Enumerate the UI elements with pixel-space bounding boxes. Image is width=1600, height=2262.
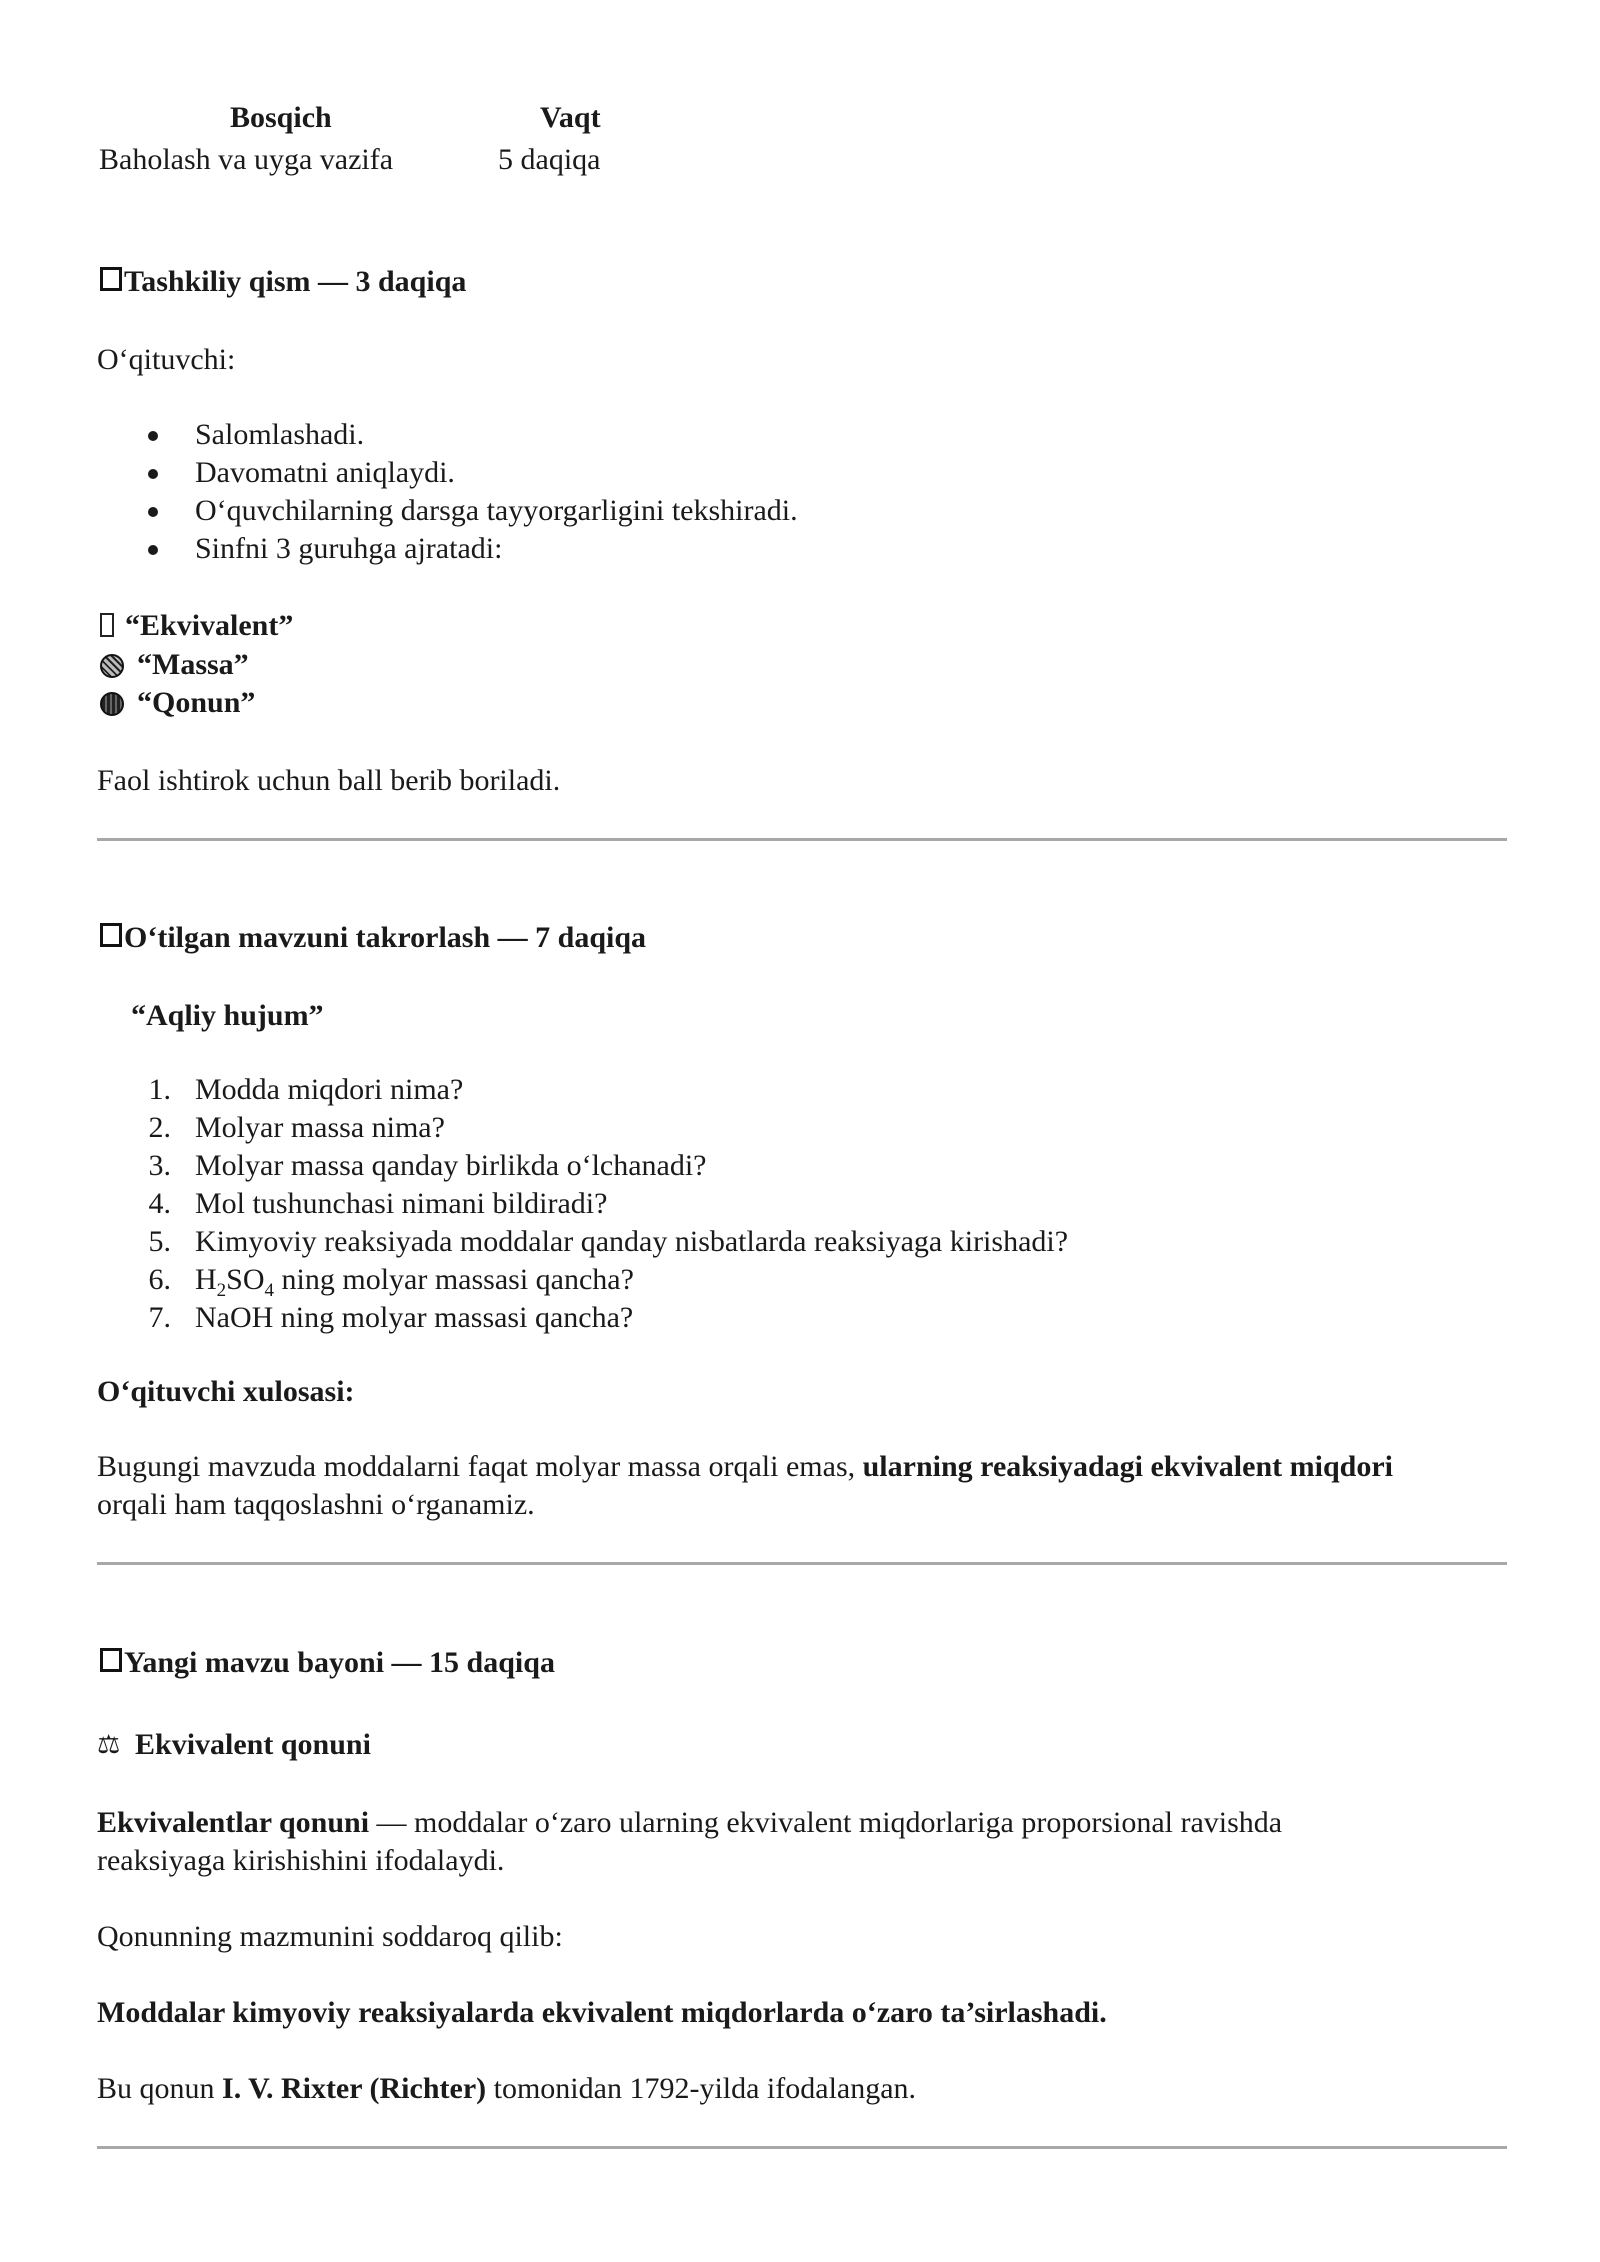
bullet-icon [148, 507, 158, 517]
teacher-label: O‘qituvchi: [97, 343, 236, 376]
table-header-vaqt: Vaqt [540, 101, 601, 134]
scales-icon: ⚖ [97, 1730, 121, 1760]
question-item: Mol tushunchasi nimani bildiradi? [195, 1187, 608, 1220]
dark-circle-icon [100, 692, 124, 716]
divider [97, 838, 1507, 841]
list-item: Sinfni 3 guruhga ajratadi: [195, 532, 503, 565]
bullet-icon [148, 431, 158, 441]
divider [97, 2146, 1507, 2149]
method-title: “Aqliy hujum” [131, 999, 324, 1032]
list-item: Salomlashadi. [195, 418, 365, 451]
participation-note: Faol ishtirok uchun ball berib boriladi. [97, 764, 561, 797]
table-cell-time: 5 daqiqa [498, 143, 601, 176]
conclusion-text: Bugungi mavzuda moddalarni faqat molyar massa orqali emas, ularning reaksiyadagi ekvivalent miqdori [97, 1450, 1393, 1483]
formula-h2so4: $H_2SO_4$ [195, 1263, 275, 1301]
law-statement: Moddalar kimyoviy reaksiyalarda ekvivalent miqdorlarda o‘zaro ta’sirlashadi. [97, 1996, 1107, 2029]
keycap-3-icon [100, 1648, 122, 1672]
bullet-icon [148, 545, 158, 555]
question-item: Kimyoviy reaksiyada moddalar qanday nisbatlarda reaksiyaga kirishadi? [195, 1225, 1069, 1258]
keycap-2-icon [100, 923, 122, 947]
bullet-icon [148, 469, 158, 479]
simple-label: Qonunning mazmunini soddaroq qilib: [97, 1920, 563, 1953]
list-number: 3. [148, 1149, 171, 1182]
divider [97, 1562, 1507, 1565]
question-item: Molyar massa nima? [195, 1111, 445, 1144]
conclusion-label: O‘qituvchi xulosasi: [97, 1375, 355, 1408]
question-item: Modda miqdori nima? [195, 1073, 464, 1106]
section1-title: Tashkiliy qism — 3 daqiqa [124, 265, 467, 298]
hatched-circle-icon [100, 654, 124, 678]
law-definition: Ekvivalentlar qonuni — moddalar o‘zaro ularning ekvivalent miqdorlariga proporsional ravishda [97, 1806, 1283, 1839]
law-author: Bu qonun I. V. Rixter (Richter) tomonidan 1792-yilda ifodalangan. [97, 2072, 917, 2105]
law-definition-line2: reaksiyaga kirishishini ifodalaydi. [97, 1844, 505, 1877]
list-number: 6. [148, 1263, 171, 1296]
question-item: NaOH ning molyar massasi qancha? [195, 1301, 634, 1334]
list-number: 7. [148, 1301, 171, 1334]
list-item: O‘quvchilarning darsga tayyorgarligini tekshiradi. [195, 494, 798, 527]
conclusion-text-line2: orqali ham taqqoslashni o‘rganamiz. [97, 1488, 535, 1521]
section3-title: Yangi mavzu bayoni — 15 daqiqa [124, 1646, 555, 1679]
list-number: 5. [148, 1225, 171, 1258]
table-header-bosqich: Bosqich [230, 101, 332, 134]
list-number: 2. [148, 1111, 171, 1144]
table-cell-stage: Baholash va uyga vazifa [99, 143, 394, 176]
group-massa: “Massa” [137, 648, 249, 681]
question-item: $H_2SO_4$ ning molyar massasi qancha? [195, 1263, 634, 1301]
question-item: Molyar massa qanday birlikda o‘lchanadi? [195, 1149, 707, 1182]
group-ekvivalent: “Ekvivalent” [125, 609, 294, 642]
list-number: 4. [148, 1187, 171, 1220]
section2-title: O‘tilgan mavzuni takrorlash — 7 daqiqa [124, 921, 647, 954]
keycap-1-icon [100, 267, 122, 291]
list-item: Davomatni aniqlaydi. [195, 456, 455, 489]
law-title: Ekvivalent qonuni [135, 1728, 371, 1761]
list-number: 1. [148, 1073, 171, 1106]
missing-glyph-icon [100, 613, 114, 637]
group-qonun: “Qonun” [137, 686, 256, 719]
